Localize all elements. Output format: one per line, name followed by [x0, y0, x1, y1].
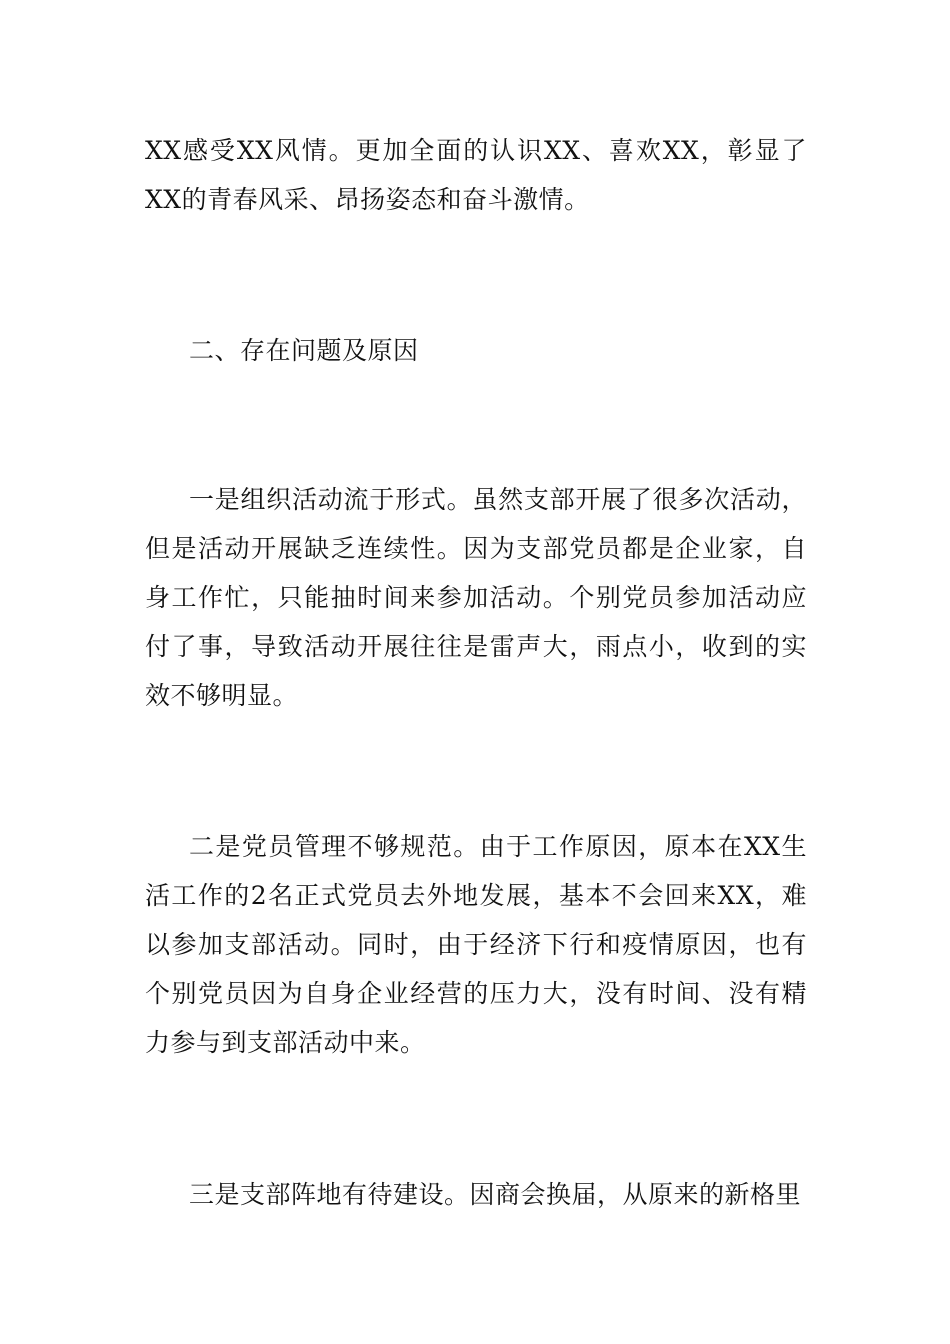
paragraph-issue-1: 一是组织活动流于形式。虽然支部开展了很多次活动，但是活动开展缺乏连续性。因为支部党员都是企业家，自身工作忙，只能抽时间来参加活动。个别党员参加活动应付了事，导致活动开展往往是雷声大，雨点小，收到的实效不够明显。: [145, 485, 807, 710]
paragraph-continuation: XX感受XX风情。更加全面的认识XX、喜欢XX，彰显了XX的青春风采、昂扬姿态和奋斗激情。: [145, 136, 807, 214]
section-heading: 二、存在问题及原因: [189, 336, 419, 365]
paragraph-issue-2: 二是党员管理不够规范。由于工作原因，原本在XX生活工作的2名正式党员去外地发展，基本不会回来XX，难以参加支部活动。同时，由于经济下行和疫情原因，也有个别党员因为自身企业经营的压力大，没有时间、没有精力参与到支部活动中来。: [145, 832, 807, 1057]
paragraph-issue-3: 三是支部阵地有待建设。因商会换届，从原来的新格里: [189, 1180, 802, 1209]
